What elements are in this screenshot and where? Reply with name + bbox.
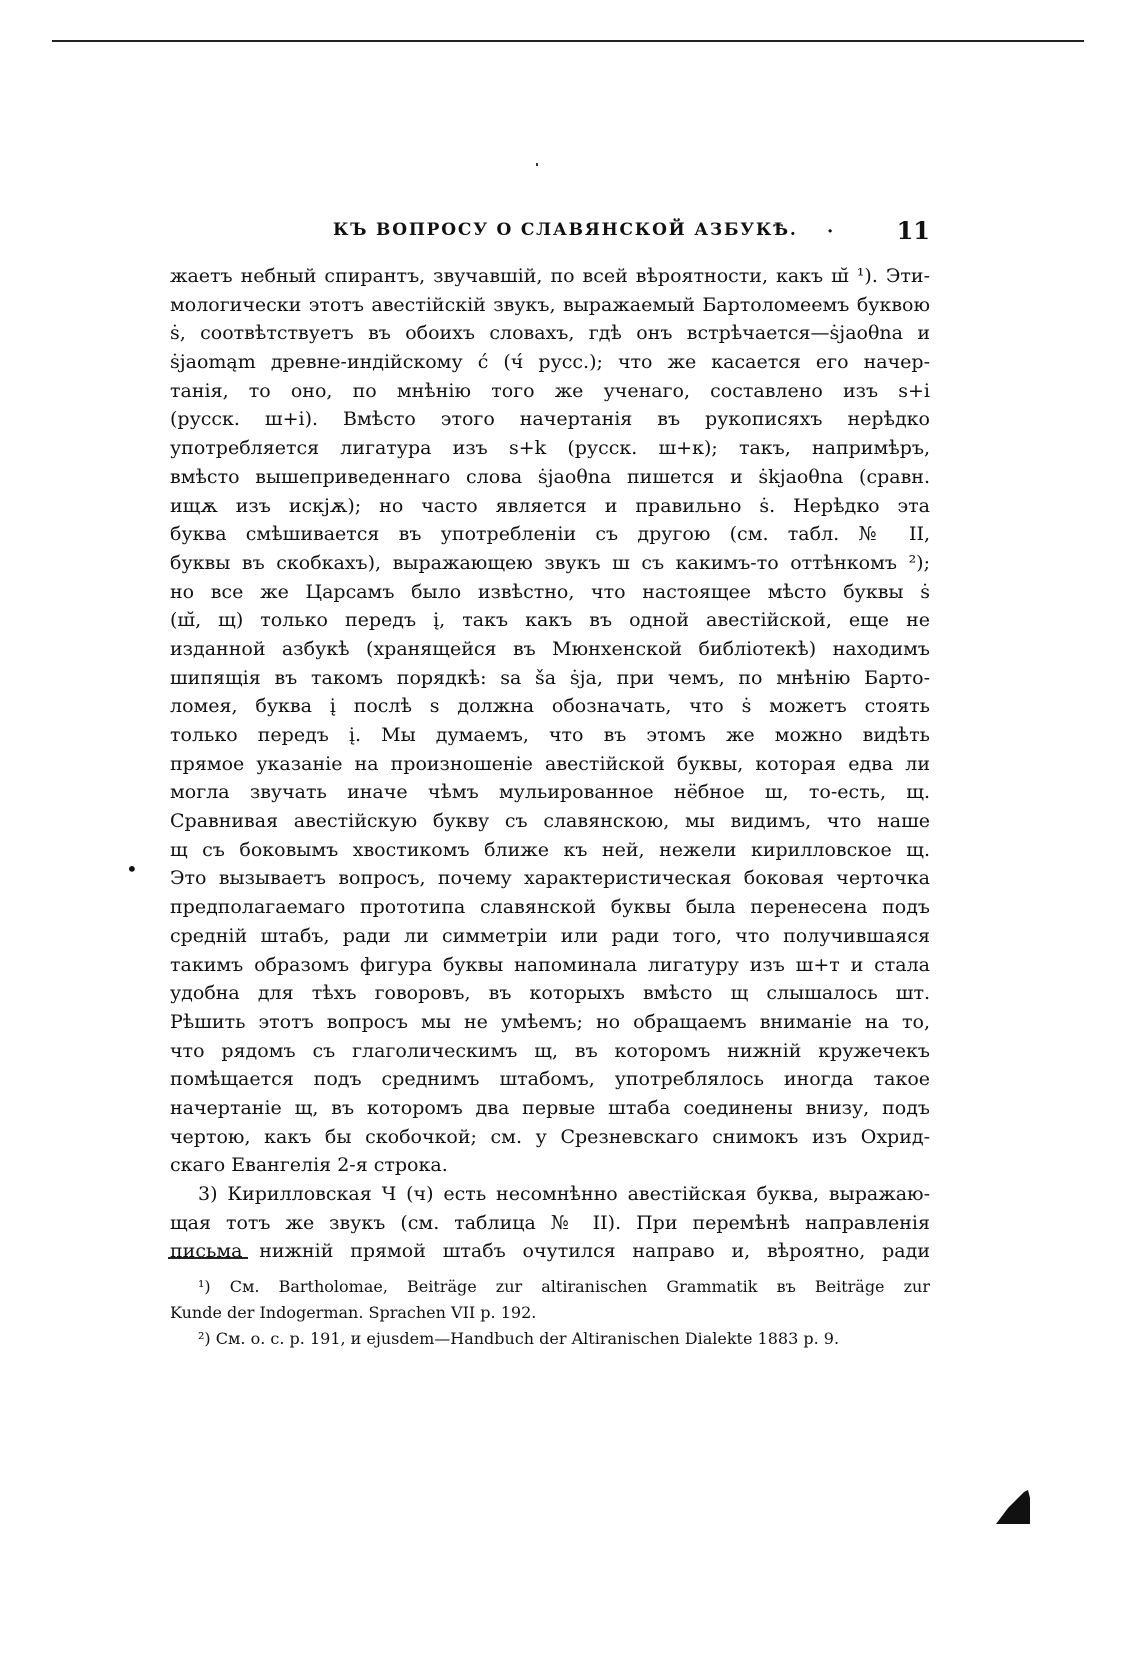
text-line: щая тотъ же звукъ (см. таблица № II). При перемѣнѣ направленія [170, 1211, 930, 1234]
text-line: ṡ, соотвѣтствуетъ въ обоихъ словахъ, гдѣ онъ встрѣчается—ṡjaoθna и [170, 322, 930, 345]
text-line: жаетъ небный спирантъ, звучавшій, по всей вѣроятности, какъ ш̆ ¹). Эти- [170, 265, 930, 287]
text-line: ṡjaomąm древне-индійскому ć (ч́ русс.); что же касается его начер- [170, 351, 930, 374]
text-line: удобна для тѣхъ говоровъ, въ которыхъ вмѣсто щ слышалось шт. [170, 982, 930, 1005]
page-header [170, 218, 930, 248]
ink-blot-icon [994, 1488, 1034, 1526]
footnote-line: ²) См. о. с. р. 191, и ejusdem—Handbuch der Altiranischen Dialekte 1883 p. 9. [198, 1329, 840, 1348]
text-line: буквы въ скобкахъ), выражающею звукъ ш съ какимъ-то оттѣнкомъ ²); [170, 551, 930, 574]
text-line: буква смѣшивается въ употребленіи съ другою (см. табл. № II, [170, 523, 930, 546]
text-line: предполагаемаго прототипа славянской буквы была перенесена подъ [170, 896, 930, 919]
text-line: (ш̆, щ) только передъ į, такъ какъ въ одной авестійской, еще не [170, 609, 930, 632]
text-line: такимъ образомъ фигура буквы напоминала лигатуру изъ ш+т и стала [170, 953, 930, 976]
text-line: шипящія въ такомъ порядкѣ: sa ša ṡja, при чемъ, по мнѣнію Барто- [170, 666, 930, 689]
header-dot: · [827, 221, 834, 242]
text-line: употребляется лигатура изъ s+k (русск. ш+к); такъ, напримѣръ, [170, 437, 930, 460]
text-line: мологически этотъ авестійскій звукъ, выражаемый Бартоломеемъ буквою [170, 293, 930, 316]
text-line: изданной азбукѣ (хранящейся въ Мюнхенской библіотекѣ) находимъ [170, 637, 930, 660]
top-rule [52, 40, 1084, 42]
text-line: 3) Кирилловская Ч (ч) есть несомнѣнно авестійская буква, выражаю- [198, 1183, 930, 1205]
text-line: помѣщается подъ среднимъ штабомъ, употреблялось иногда такое [170, 1068, 930, 1091]
text-line: могла звучать иначе чѣмъ мульированное нёбное ш, то-есть, щ. [170, 781, 930, 804]
body-text [170, 262, 930, 1266]
text-line: вмѣсто вышеприведеннаго слова ṡjaoθna пишется и ṡkjaoθna (сравн. [170, 465, 930, 488]
paper-speck [536, 163, 538, 166]
footnotes [170, 1274, 930, 1352]
text-line: чертою, какъ бы скобочкой; см. у Срезневскаго снимокъ изъ Охрид- [170, 1125, 930, 1148]
text-line: ломея, буква į послѣ s должна обозначать, что ṡ можетъ стоять [170, 695, 930, 718]
text-line: (русск. ш+i). Вмѣсто этого начертанія въ рукописяхъ нерѣдко [170, 408, 930, 431]
text-line: танія, то оно, по мнѣнію того же ученаго, составлено изъ s+i [170, 379, 930, 402]
text-line: средній штабъ, ради ли симметріи или ради того, что получившаяся [170, 924, 930, 947]
running-title: КЪ ВОПРОСУ О СЛАВЯНСКОЙ АЗБУКѢ. [333, 220, 798, 240]
text-line: Это вызываетъ вопросъ, почему характеристическая боковая черточка [170, 867, 930, 890]
footnote-line: ¹) См. Bartholomae, Beiträge zur altiranischen Grammatik въ Beiträge zur [198, 1277, 930, 1296]
text-line: только передъ į. Мы думаемъ, что въ этомъ же можно видѣть [170, 724, 930, 746]
text-line: ищѫ изъ искjѫ); но часто является и правильно ṡ. Нерѣдко эта [170, 494, 930, 517]
text-line: прямое указаніе на произношеніе авестійской буквы, которая едва ли [170, 752, 930, 775]
text-line: Рѣшить этотъ вопросъ мы не умѣемъ; но обращаемъ вниманіе на то, [170, 1010, 930, 1033]
page-number: 11 [896, 216, 930, 245]
text-line: скаго Евангелія 2-я строка. [170, 1154, 448, 1177]
text-line: Сравнивая авестійскую букву съ славянскою, мы видимъ, что наше [170, 810, 930, 833]
footnote-rule [168, 1257, 248, 1259]
text-line: но все же Царсамъ было извѣстно, что настоящее мѣсто буквы ṡ [170, 580, 930, 603]
text-line: щ съ боковымъ хвостикомъ ближе къ ней, нежели кирилловское щ. [170, 838, 930, 861]
text-line: начертаніе щ, въ которомъ два первые штаба соединены внизу, подъ [170, 1096, 930, 1119]
text-line: что рядомъ съ глаголическимъ щ, въ которомъ нижній кружечекъ [170, 1039, 930, 1062]
footnote-line: Kunde der Indogerman. Sprachen VII p. 192. [170, 1303, 537, 1322]
text-line: письма нижній прямой штабъ очутился направо и, вѣроятно, ради [170, 1240, 930, 1263]
margin-mark: • [126, 857, 138, 881]
